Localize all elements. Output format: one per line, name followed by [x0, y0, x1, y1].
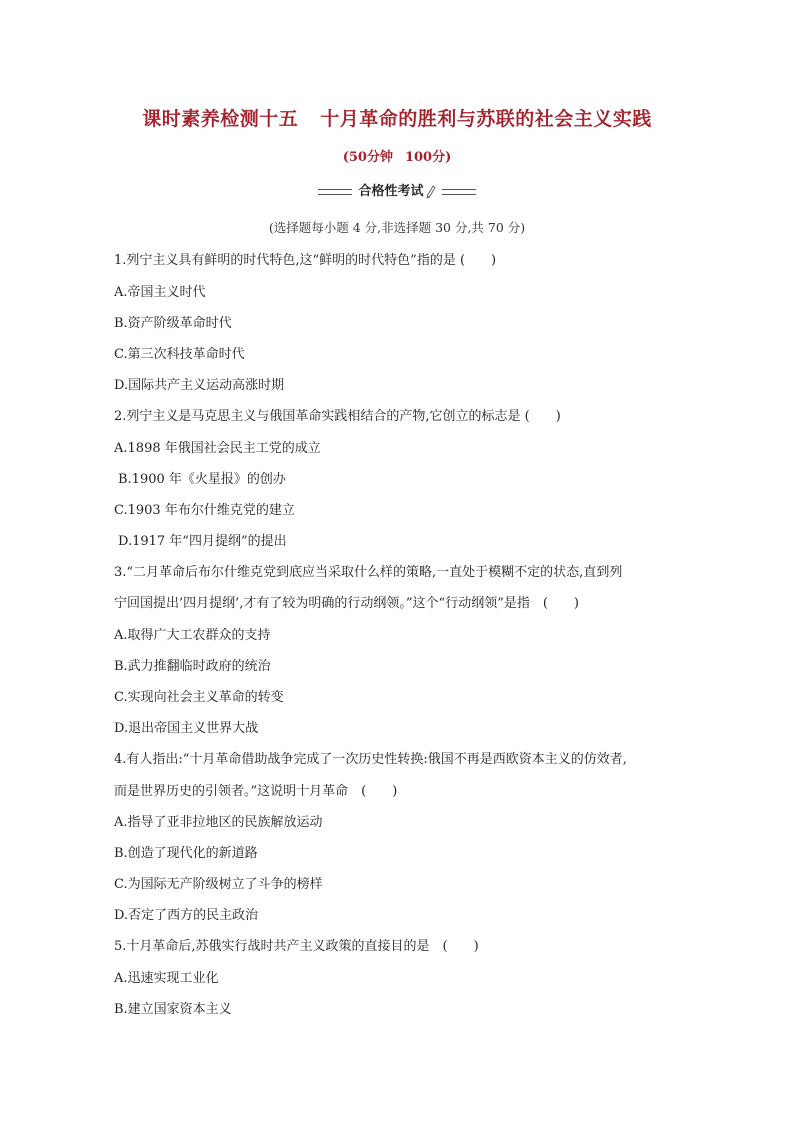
question-stem-5: 5.十月革命后,苏俄实行战时共产主义政策的直接目的是 ( ) [114, 939, 479, 954]
option-a: A.迅速实现工业化 [114, 971, 219, 986]
time-limit: (50分钟 [342, 150, 393, 165]
question-stem-4-cont: 而是世界历史的引领者。”这说明十月革命 ( ) [114, 784, 398, 799]
option-b: B.1900 年《火星报》的创办 [118, 472, 286, 487]
option-b: B.建立国家资本主义 [114, 1002, 232, 1017]
exam-info [0, 146, 794, 165]
option-c: C.1903 年布尔什维克党的建立 [114, 503, 295, 518]
option-c: C.为国际无产阶级树立了斗争的榜样 [114, 877, 323, 892]
page-title [0, 104, 794, 131]
option-d: D.1917 年“四月提纲”的提出 [118, 534, 287, 549]
title-main: 课时素养检测十五 [142, 108, 299, 130]
option-a: A.1898 年俄国社会民主工党的成立 [114, 441, 321, 456]
option-a: A.指导了亚非拉地区的民族解放运动 [114, 815, 323, 830]
option-d: D.国际共产主义运动高涨时期 [114, 378, 285, 393]
option-a: A.取得广大工农群众的支持 [114, 628, 271, 643]
question-stem-2: 2.列宁主义是马克思主义与俄国革命实践相结合的产物,它创立的标志是 ( ) [114, 409, 561, 424]
section-note: (选择题每小题 4 分,非选择题 30 分,共 70 分) [268, 220, 526, 235]
question-stem-3: 3.“二月革命后布尔什维克党到底应当采取什么样的策略,一直处于模糊不定的状态,直到列 [114, 565, 623, 580]
divider-left [318, 189, 352, 195]
total-score: 100分) [404, 150, 452, 165]
section-header [0, 180, 794, 199]
option-d: D.退出帝国主义世界大战 [114, 721, 259, 736]
option-b: B.创造了现代化的新道路 [114, 846, 258, 861]
question-stem-1: 1.列宁主义具有鲜明的时代特色,这“鲜明的时代特色”指的是 ( ) [114, 253, 497, 268]
question-stem-3-cont: 宁回国提出’四月提纲’,才有了较为明确的行动纲领。”这个“行动纲领”是指 ( ) [114, 596, 579, 611]
section-title: 合格性考试 [358, 184, 424, 199]
option-c: C.第三次科技革命时代 [114, 347, 245, 362]
option-b: B.资产阶级革命时代 [114, 316, 232, 331]
option-c: C.实现向社会主义革命的转变 [114, 690, 284, 705]
question-stem-4: 4.有人指出:“十月革命借助战争完成了一次历史性转换:俄国不再是西欧资本主义的仿效者, [114, 752, 627, 767]
option-d: D.否定了西方的民主政治 [114, 908, 259, 923]
pencil-icon [426, 185, 436, 199]
option-a: A.帝国主义时代 [114, 285, 206, 300]
divider-right [442, 189, 476, 195]
option-b: B.武力推翻临时政府的统治 [114, 659, 271, 674]
title-subject: 十月革命的胜利与苏联的社会主义实践 [320, 108, 652, 130]
